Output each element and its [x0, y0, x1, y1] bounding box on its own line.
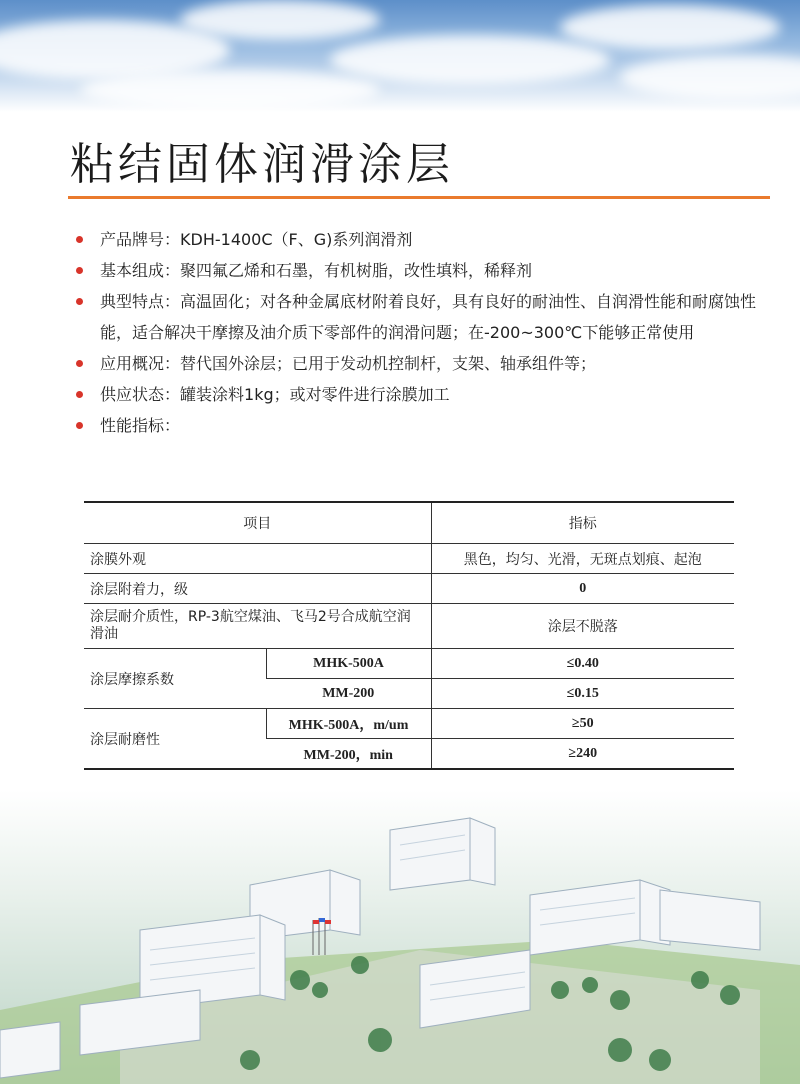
cell-spec: 0 [431, 574, 734, 604]
bullet-dot-icon [76, 360, 83, 367]
campus-buildings-image [0, 790, 800, 1084]
cell-spec: 黑色，均匀、光滑，无斑点划痕、起泡 [431, 544, 734, 574]
header-item: 项目 [84, 502, 431, 544]
table-row [84, 709, 734, 739]
cell-item: 涂层附着力，级 [84, 574, 431, 604]
cell-condition: MHK-500A，m/um [266, 709, 431, 739]
bullet-dot-icon [76, 298, 83, 305]
performance-table [84, 501, 734, 770]
cell-condition: MHK-500A [266, 649, 431, 679]
page-title: 粘结固体润滑涂层 [70, 139, 454, 190]
bullet-applications: 应用概况：替代国外涂层；已用于发动机控制杆，支架、轴承组件等； [74, 348, 764, 379]
cell-item: 涂膜外观 [84, 544, 431, 574]
cell-spec: 涂层不脱落 [431, 604, 734, 649]
table-row [84, 574, 734, 604]
bullet-performance: 性能指标： [74, 410, 764, 441]
cell-condition: MM-200 [266, 679, 431, 709]
bullet-supply: 供应状态：罐装涂料1kg；或对零件进行涂膜加工 [74, 379, 764, 410]
cell-spec: ≤0.15 [431, 679, 734, 709]
bullet-dot-icon [76, 391, 83, 398]
table-row [84, 604, 734, 649]
table-row [84, 544, 734, 574]
bullet-dot-icon [76, 267, 83, 274]
bullet-composition: 基本组成：聚四氟乙烯和石墨，有机树脂，改性填料，稀释剂 [74, 255, 764, 286]
cell-spec: ≥50 [431, 709, 734, 739]
cell-item: 涂层耐磨性 [84, 709, 266, 770]
feature-list [74, 224, 764, 441]
cell-item: 涂层耐介质性，RP-3航空煤油、飞马2号合成航空润滑油 [84, 604, 431, 649]
header-spec: 指标 [431, 502, 734, 544]
campus-illustration [0, 790, 800, 1084]
cell-condition: MM-200，min [266, 739, 431, 770]
title-divider [68, 196, 770, 199]
cell-spec: ≥240 [431, 739, 734, 770]
bullet-dot-icon [76, 236, 83, 243]
bullet-features: 典型特点：高温固化；对各种金属底材附着良好，具有良好的耐油性、自润滑性能和耐腐蚀性能，适合解决干摩擦及油介质下零部件的润滑问题；在-200~300℃下能够正常使用 [74, 286, 764, 348]
table-header-row [84, 502, 734, 544]
cell-spec: ≤0.40 [431, 649, 734, 679]
sky-banner [0, 0, 800, 112]
cell-item: 涂层摩擦系数 [84, 649, 266, 709]
bullet-brand: 产品牌号：KDH-1400C（F、G)系列润滑剂 [74, 224, 764, 255]
table-row [84, 649, 734, 679]
bullet-dot-icon [76, 422, 83, 429]
